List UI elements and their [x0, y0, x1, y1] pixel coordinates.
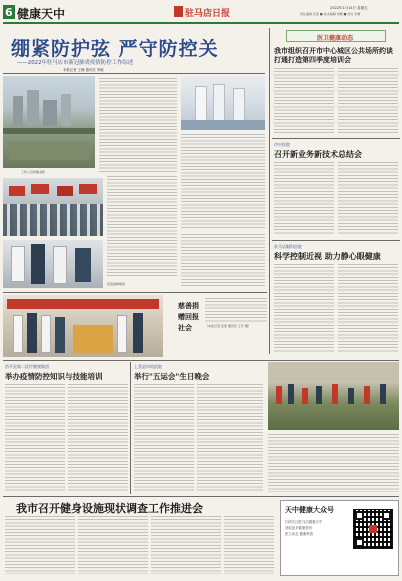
right-kicker-2: 市中医院 [274, 142, 290, 147]
qr-code-icon[interactable] [353, 509, 393, 549]
right-text-1b [338, 68, 398, 134]
ad-line-2: 获取更多健康资讯 [285, 526, 313, 530]
caption-1: 工作人员核酸采样 [21, 170, 46, 174]
right-rule-2 [272, 240, 400, 241]
right-kicker-3: 驻马店眼科医院 [274, 244, 302, 249]
mid-rule-top [3, 292, 267, 293]
date-line: 2022年1月14日 星期五 [330, 6, 368, 10]
left-lower-headline: 举办疫情防控知识与技能培训 [5, 372, 103, 381]
bottom-rule [3, 496, 399, 497]
page-number: 6 [5, 6, 13, 19]
editor-line: 责任编辑 张燕 ■ 美术编辑 刘娜 ■ 校对 李静 [300, 12, 361, 16]
lead-story [3, 28, 267, 290]
left-lower-text-b [68, 384, 128, 492]
right-text-3b [338, 264, 398, 352]
left-lower-kicker: 西平县第二医疗健康集团 [5, 364, 49, 369]
right-headline-1: 我市组织召开市中心城区公共场所约谈打通打造第四季度培训会 [274, 46, 393, 64]
bottom-text-d [224, 516, 274, 574]
banner-text: 医卫健康动态 [317, 35, 354, 42]
lead-text-b [181, 134, 265, 230]
right-lower-text [268, 434, 399, 492]
right-headline-2: 召开新业务新技术总结会 [274, 149, 362, 159]
city-photo [3, 76, 95, 168]
lead-text-d [181, 234, 265, 288]
right-rule-1 [272, 138, 400, 139]
health-banner [286, 30, 386, 42]
ad-line-1: 扫码关注驻马店健康天中 [285, 520, 323, 524]
lead-rule [3, 73, 265, 74]
right-text-2b [338, 162, 398, 234]
bottom-text-b [78, 516, 148, 574]
center-lower-headline: 举行"五运会"生日晚会 [134, 372, 210, 381]
page-number-box [3, 5, 15, 19]
bottom-text-c [151, 516, 221, 574]
masthead-rule [3, 22, 399, 24]
right-column [272, 28, 400, 354]
logo-mark-icon [174, 6, 183, 17]
lead-subhead: ——2022年驻马店市新冠肺炎疫情防控工作综述 [17, 60, 134, 66]
center-lower-text-a [134, 384, 194, 492]
masthead [0, 0, 402, 26]
charity-caption: （本报记者 张燕 通讯员 王芳 摄） [205, 324, 251, 328]
lower-rule [3, 360, 399, 361]
bottom-text-a [5, 516, 75, 574]
medical-photo [181, 76, 265, 130]
caption-2: 疫苗接种现场 [107, 282, 126, 286]
bottom-headline: 我市召开健身设施现状调查工作推进会 [16, 502, 203, 515]
right-headline-3: 科学控制近视 助力静心眼健康 [274, 251, 381, 261]
section-title: 健康天中 [17, 7, 66, 21]
lead-text-a [99, 78, 177, 172]
crowd-photo [3, 178, 103, 236]
center-lower-kicker: 上蔡县妇幼医院 [134, 364, 162, 369]
right-col-divider [269, 28, 270, 354]
ad-line-3: 医卫动态 健康科普 [285, 532, 314, 536]
ad-title: 天中健康大众号 [285, 505, 334, 514]
lead-byline: 本报记者 王楠 通讯员 李晓 [63, 68, 104, 72]
left-lower-text-a [5, 384, 65, 492]
charity-text [205, 298, 267, 322]
vaccine-photo [3, 240, 103, 288]
paper-name: 驻马店日报 [185, 9, 231, 19]
center-lower-text-b [197, 384, 263, 492]
lead-headline: 绷紧防护弦 严守防控关 [11, 38, 219, 60]
lead-text-c [107, 176, 177, 276]
sports-photo [268, 362, 399, 430]
charity-photo [3, 295, 163, 357]
right-text-3a [274, 264, 334, 352]
charity-headline: 慈善捐赠回报社会 [178, 301, 199, 332]
right-text-1a [274, 68, 334, 134]
ad-box [280, 500, 399, 576]
paper-logo [174, 6, 236, 18]
right-text-2a [274, 162, 334, 234]
center-divider [130, 362, 131, 494]
